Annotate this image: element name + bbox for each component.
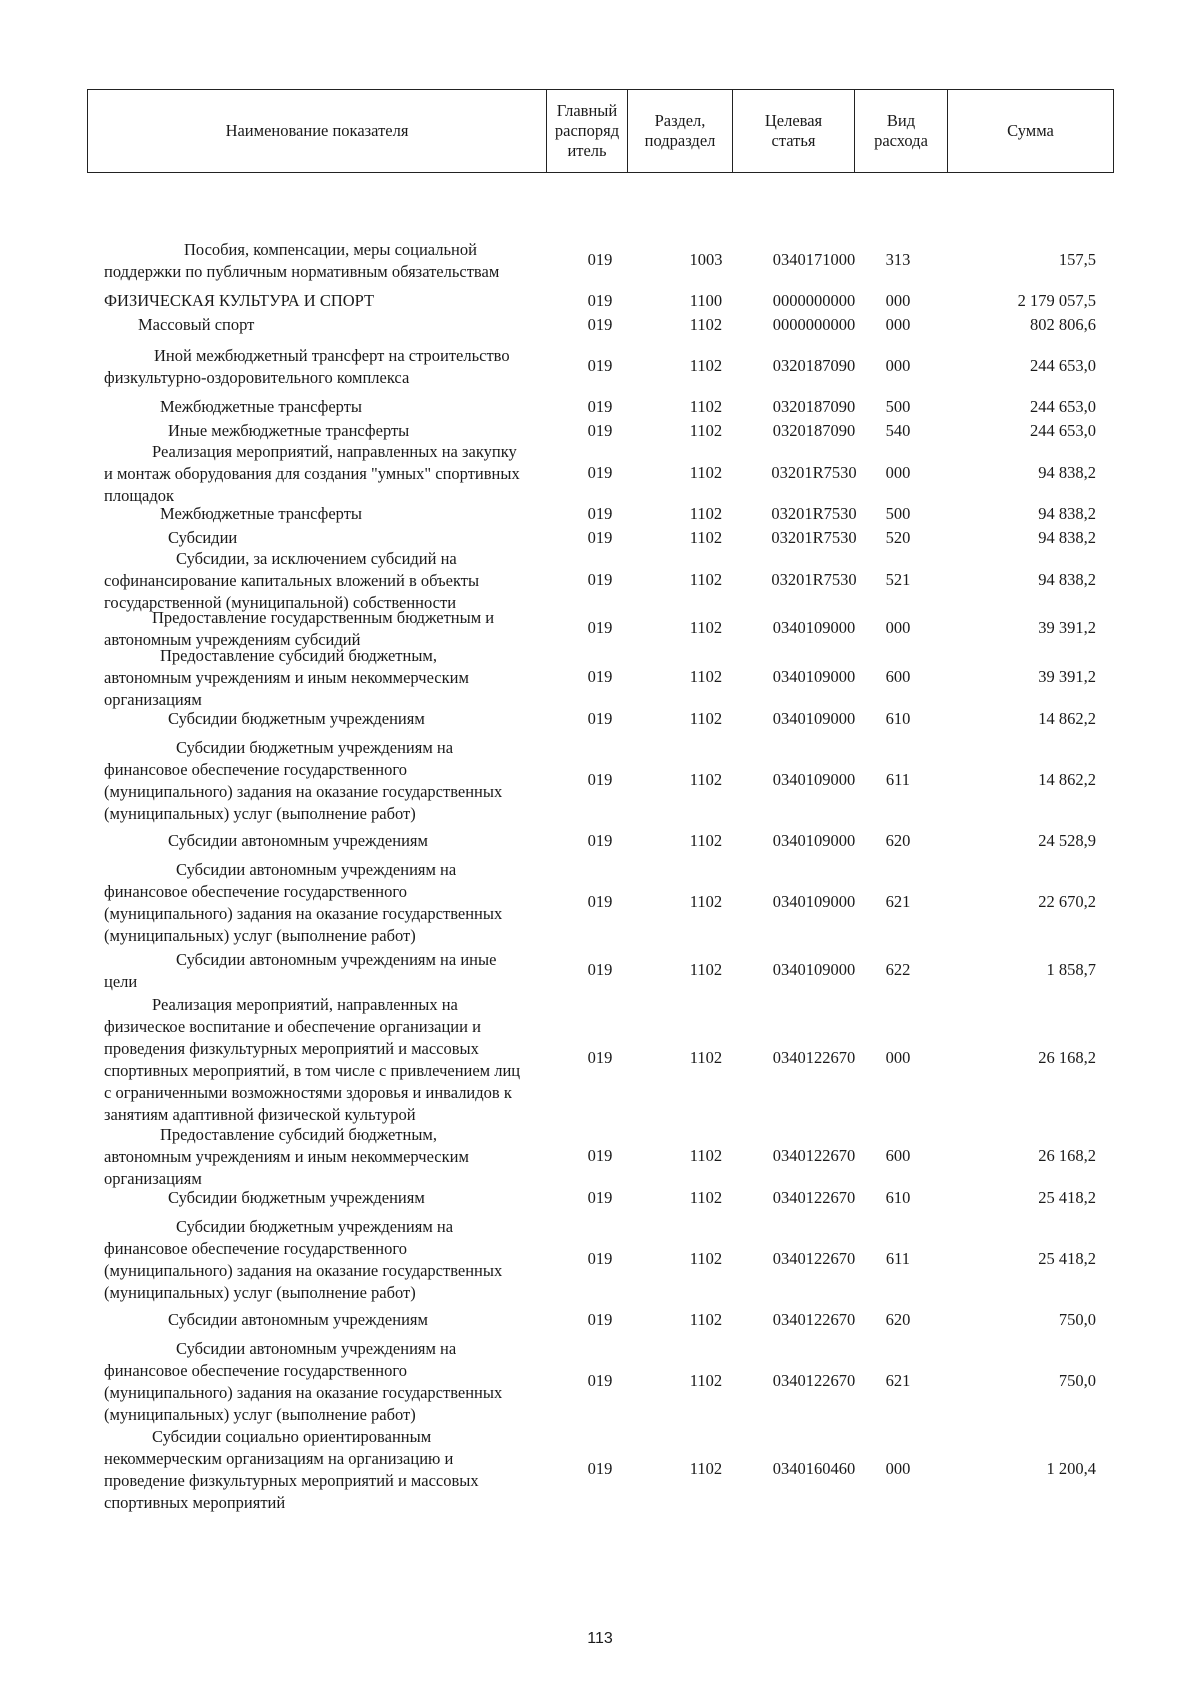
- row-name: [104, 527, 544, 549]
- cell-main-manager: 019: [587, 570, 613, 589]
- cell-section: 1102: [689, 1249, 723, 1268]
- cell-section: 1102: [689, 463, 723, 482]
- cell-sum: 1 200,4: [1046, 1459, 1096, 1478]
- cell-sum: 1 858,7: [1046, 960, 1096, 979]
- row-name: [104, 290, 544, 312]
- cell-main-manager: 019: [587, 1371, 613, 1390]
- cell-section: 1102: [689, 1310, 723, 1329]
- cell-main-manager: 019: [587, 315, 613, 334]
- cell-sum: 14 862,2: [1038, 770, 1096, 789]
- row-name-line: цели: [104, 971, 138, 991]
- cell-sum: 750,0: [1058, 1310, 1096, 1329]
- cell-target-article: 0340109000: [772, 960, 856, 979]
- table-row: [87, 994, 1113, 1123]
- cell-section: 1102: [689, 892, 723, 911]
- cell-main-manager: 019: [587, 1146, 613, 1165]
- row-name: [104, 420, 544, 442]
- cell-expense-kind: 313: [885, 250, 911, 269]
- cell-section: 1102: [689, 356, 723, 375]
- header-expense-kind: Вид расхода: [855, 90, 948, 173]
- table-row: [87, 949, 1113, 992]
- cell-expense-kind: 521: [885, 570, 911, 589]
- row-name-line: физкультурно-оздоровительного комплекса: [104, 367, 410, 387]
- cell-expense-kind: 000: [885, 1048, 911, 1067]
- cell-target-article: 0340109000: [772, 831, 856, 850]
- cell-target-article: 0340122670: [772, 1310, 856, 1329]
- cell-target-article: 0340122670: [772, 1048, 856, 1067]
- row-name-line: Субсидии бюджетным учреждениям: [168, 709, 425, 728]
- row-name-line: Межбюджетные трансферты: [160, 504, 363, 523]
- cell-section: 1102: [689, 1459, 723, 1478]
- table-row: [87, 830, 1113, 852]
- row-name-line: спортивных мероприятий: [104, 1493, 286, 1512]
- table-row: [87, 314, 1113, 336]
- table-row: [87, 396, 1113, 418]
- row-name-line: Субсидии, за исключением субсидий на: [176, 548, 457, 568]
- cell-expense-kind: 500: [885, 397, 911, 416]
- cell-sum: 39 391,2: [1038, 618, 1096, 637]
- cell-main-manager: 019: [587, 960, 613, 979]
- header-name: Наименование показателя: [88, 90, 547, 173]
- cell-target-article: 0340109000: [772, 618, 856, 637]
- cell-section: 1102: [689, 570, 723, 589]
- header-section: Раздел, подраздел: [628, 90, 733, 173]
- cell-main-manager: 019: [587, 709, 613, 728]
- table-row: [87, 239, 1113, 282]
- cell-section: 1102: [689, 709, 723, 728]
- cell-sum: 25 418,2: [1038, 1188, 1096, 1207]
- row-name-line: финансовое обеспечение государственного: [104, 1361, 407, 1380]
- row-name-line: Субсидии автономным учреждениям на иные: [176, 949, 497, 969]
- row-name-line: Массовый спорт: [138, 315, 255, 334]
- cell-target-article: 0320187090: [772, 421, 856, 440]
- cell-section: 1003: [689, 250, 723, 269]
- table-row: [87, 1124, 1113, 1189]
- header-target-article: Целевая статья: [733, 90, 855, 173]
- table-row: [87, 1426, 1113, 1512]
- header-sum: Сумма: [948, 90, 1114, 173]
- row-name-line: Субсидии автономным учреждениям на: [176, 860, 457, 879]
- cell-expense-kind: 520: [885, 528, 911, 547]
- row-name: [104, 239, 544, 283]
- row-name-line: (муниципального) задания на оказание государственных: [104, 782, 503, 801]
- row-name-line: автономным учреждениям и иным некоммерческим: [104, 667, 469, 687]
- row-name: [104, 1309, 544, 1331]
- cell-target-article: 0340109000: [772, 667, 856, 686]
- row-name-line: (муниципальных) услуг (выполнение работ): [104, 926, 416, 945]
- row-name: [104, 503, 544, 525]
- cell-expense-kind: 600: [885, 667, 911, 686]
- cell-sum: 39 391,2: [1038, 667, 1096, 686]
- row-name-line: Субсидии бюджетным учреждениям на: [176, 1217, 454, 1236]
- cell-sum: 94 838,2: [1038, 463, 1096, 482]
- table-row: [87, 548, 1113, 613]
- cell-sum: 94 838,2: [1038, 504, 1096, 523]
- cell-section: 1102: [689, 667, 723, 686]
- table-row: [87, 503, 1113, 525]
- cell-expense-kind: 611: [885, 1249, 911, 1268]
- cell-expense-kind: 611: [885, 770, 911, 789]
- cell-target-article: 0340171000: [772, 250, 856, 269]
- cell-expense-kind: 600: [885, 1146, 911, 1165]
- row-name-line: государственной (муниципальной) собственности: [104, 592, 457, 612]
- row-name: [104, 994, 544, 1126]
- row-name-line: (муниципального) задания на оказание государственных: [104, 1383, 503, 1402]
- cell-section: 1102: [689, 315, 723, 334]
- row-name-line: Субсидии автономным учреждениям: [168, 831, 428, 850]
- cell-main-manager: 019: [587, 1249, 613, 1268]
- header-main-manager: Главный распоряд итель: [547, 90, 628, 173]
- row-name: [104, 737, 544, 825]
- cell-sum: 244 653,0: [1030, 397, 1096, 416]
- cell-sum: 802 806,6: [1030, 315, 1096, 334]
- table-row: [87, 737, 1113, 823]
- cell-main-manager: 019: [587, 770, 613, 789]
- cell-expense-kind: 000: [885, 463, 911, 482]
- cell-target-article: 0320187090: [772, 397, 856, 416]
- row-name: [104, 708, 544, 730]
- cell-sum: 14 862,2: [1038, 709, 1096, 728]
- row-name: [104, 1124, 544, 1190]
- row-name-line: площадок: [104, 485, 175, 505]
- row-name-line: Предоставление государственным бюджетным и: [152, 607, 495, 627]
- cell-expense-kind: 622: [885, 960, 911, 979]
- cell-main-manager: 019: [587, 397, 613, 416]
- row-name-line: некоммерческим организациям на организацию и: [104, 1449, 454, 1468]
- row-name-line: софинансирование капитальных вложений в объекты: [104, 570, 480, 590]
- cell-main-manager: 019: [587, 528, 613, 547]
- row-name: [104, 1426, 544, 1514]
- cell-section: 1102: [689, 397, 723, 416]
- table-row: [87, 441, 1113, 506]
- row-name: [104, 830, 544, 852]
- row-name-line: поддержки по публичным нормативным обязательствам: [104, 261, 500, 281]
- cell-expense-kind: 500: [885, 504, 911, 523]
- row-name-line: Реализация мероприятий, направленных на закупку: [152, 441, 517, 461]
- row-name-line: Реализация мероприятий, направленных на: [152, 994, 458, 1014]
- row-name-line: Субсидии: [168, 528, 238, 547]
- cell-main-manager: 019: [587, 892, 613, 911]
- cell-sum: 24 528,9: [1038, 831, 1096, 850]
- row-name: [104, 1187, 544, 1209]
- cell-expense-kind: 621: [885, 892, 911, 911]
- row-name-line: Иные межбюджетные трансферты: [168, 421, 410, 440]
- cell-expense-kind: 620: [885, 831, 911, 850]
- cell-sum: 244 653,0: [1030, 421, 1096, 440]
- row-name-line: финансовое обеспечение государственного: [104, 760, 407, 779]
- table-row: [87, 1187, 1113, 1209]
- cell-section: 1102: [689, 1048, 723, 1067]
- row-name-line: физическое воспитание и обеспечение организации и: [104, 1016, 481, 1036]
- cell-section: 1102: [689, 1146, 723, 1165]
- table-header: [87, 89, 1114, 173]
- table-row: [87, 859, 1113, 945]
- cell-main-manager: 019: [587, 421, 613, 440]
- table-row: [87, 1338, 1113, 1424]
- row-name-line: Субсидии бюджетным учреждениям: [168, 1188, 425, 1207]
- cell-sum: 26 168,2: [1038, 1048, 1096, 1067]
- cell-main-manager: 019: [587, 1188, 613, 1207]
- table-row: [87, 345, 1113, 388]
- row-name: [104, 396, 544, 418]
- cell-expense-kind: 000: [885, 291, 911, 310]
- row-name-line: автономным учреждениям субсидий: [104, 629, 361, 649]
- row-name: [104, 548, 544, 614]
- cell-expense-kind: 000: [885, 1459, 911, 1478]
- row-name-line: финансовое обеспечение государственного: [104, 882, 407, 901]
- cell-main-manager: 019: [587, 831, 613, 850]
- cell-target-article: 0340122670: [772, 1188, 856, 1207]
- table-row: [87, 607, 1113, 650]
- cell-target-article: 0000000000: [772, 291, 856, 310]
- cell-main-manager: 019: [587, 291, 613, 310]
- cell-target-article: 0340109000: [772, 709, 856, 728]
- row-name: [104, 1216, 544, 1304]
- cell-target-article: 03201R7530: [771, 463, 857, 482]
- table-row: [87, 1309, 1113, 1331]
- cell-main-manager: 019: [587, 250, 613, 269]
- row-name-line: финансовое обеспечение государственного: [104, 1239, 407, 1258]
- cell-target-article: 0340109000: [772, 770, 856, 789]
- row-name-line: Предоставление субсидий бюджетным,: [160, 1124, 437, 1144]
- cell-section: 1102: [689, 528, 723, 547]
- row-name-line: занятиям адаптивной физической культурой: [104, 1104, 416, 1124]
- row-name-line: и монтаж оборудования для создания "умных" спортивных: [104, 463, 520, 483]
- cell-sum: 26 168,2: [1038, 1146, 1096, 1165]
- cell-target-article: 0340109000: [772, 892, 856, 911]
- row-name-line: Субсидии социально ориентированным: [152, 1427, 432, 1446]
- row-name-line: Иной межбюджетный трансферт на строительство: [154, 345, 510, 365]
- row-name: [104, 859, 544, 947]
- cell-section: 1100: [689, 291, 723, 310]
- cell-main-manager: 019: [587, 1310, 613, 1329]
- row-name-line: Предоставление субсидий бюджетным,: [160, 645, 437, 665]
- cell-target-article: 03201R7530: [771, 504, 857, 523]
- cell-main-manager: 019: [587, 618, 613, 637]
- row-name-line: Субсидии бюджетным учреждениям на: [176, 738, 454, 757]
- row-name-line: спортивных мероприятий, в том числе с привлечением лиц: [104, 1060, 521, 1080]
- cell-expense-kind: 620: [885, 1310, 911, 1329]
- cell-target-article: 0340122670: [772, 1249, 856, 1268]
- cell-sum: 157,5: [1058, 250, 1096, 269]
- table-row: [87, 527, 1113, 549]
- row-name-line: (муниципального) задания на оказание государственных: [104, 904, 503, 923]
- cell-section: 1102: [689, 831, 723, 850]
- row-name-line: Пособия, компенсации, меры социальной: [184, 239, 477, 259]
- row-name-line: (муниципальных) услуг (выполнение работ): [104, 1405, 416, 1424]
- row-name-line: Межбюджетные трансферты: [160, 397, 363, 416]
- cell-expense-kind: 540: [885, 421, 911, 440]
- cell-target-article: 0340122670: [772, 1371, 856, 1390]
- row-name-line: (муниципальных) услуг (выполнение работ): [104, 804, 416, 823]
- row-name-line: проведения физкультурных мероприятий и массовых: [104, 1038, 479, 1058]
- row-name: [104, 1338, 544, 1426]
- row-name: [104, 441, 544, 507]
- cell-target-article: 0340122670: [772, 1146, 856, 1165]
- row-name-line: проведение физкультурных мероприятий и массовых: [104, 1471, 479, 1490]
- row-name: [104, 949, 544, 993]
- cell-section: 1102: [689, 504, 723, 523]
- cell-main-manager: 019: [587, 1459, 613, 1478]
- cell-target-article: 0340160460: [772, 1459, 856, 1478]
- table-row: [87, 708, 1113, 730]
- cell-sum: 22 670,2: [1038, 892, 1096, 911]
- cell-main-manager: 019: [587, 1048, 613, 1067]
- table-row: [87, 420, 1113, 442]
- cell-target-article: 03201R7530: [771, 528, 857, 547]
- row-name-line: Субсидии автономным учреждениям: [168, 1310, 428, 1329]
- page-number: 113: [587, 1630, 613, 1647]
- cell-expense-kind: 000: [885, 618, 911, 637]
- row-name-line: ФИЗИЧЕСКАЯ КУЛЬТУРА И СПОРТ: [104, 291, 375, 310]
- cell-target-article: 03201R7530: [771, 570, 857, 589]
- cell-sum: 750,0: [1058, 1371, 1096, 1390]
- document-page: [87, 89, 1113, 1512]
- cell-expense-kind: 621: [885, 1371, 911, 1390]
- row-name-line: организациям: [104, 689, 202, 709]
- cell-main-manager: 019: [587, 463, 613, 482]
- row-name-line: автономным учреждениям и иным некоммерческим: [104, 1146, 469, 1166]
- cell-sum: 2 179 057,5: [1017, 291, 1096, 310]
- cell-main-manager: 019: [587, 667, 613, 686]
- cell-section: 1102: [689, 421, 723, 440]
- cell-main-manager: 019: [587, 356, 613, 375]
- row-name: [104, 314, 544, 336]
- cell-section: 1102: [689, 1371, 723, 1390]
- table-row: [87, 645, 1113, 710]
- row-name-line: (муниципальных) услуг (выполнение работ): [104, 1283, 416, 1302]
- row-name-line: организациям: [104, 1168, 202, 1188]
- cell-expense-kind: 610: [885, 709, 911, 728]
- cell-sum: 25 418,2: [1038, 1249, 1096, 1268]
- cell-section: 1102: [689, 618, 723, 637]
- row-name: [104, 345, 544, 389]
- cell-expense-kind: 000: [885, 356, 911, 375]
- cell-section: 1102: [689, 960, 723, 979]
- cell-sum: 94 838,2: [1038, 570, 1096, 589]
- cell-target-article: 0000000000: [772, 315, 856, 334]
- row-name-line: Субсидии автономным учреждениям на: [176, 1339, 457, 1358]
- cell-target-article: 0320187090: [772, 356, 856, 375]
- cell-expense-kind: 000: [885, 315, 911, 334]
- row-name: [104, 645, 544, 711]
- table-row: [87, 290, 1113, 312]
- cell-expense-kind: 610: [885, 1188, 911, 1207]
- cell-sum: 244 653,0: [1030, 356, 1096, 375]
- cell-section: 1102: [689, 770, 723, 789]
- cell-section: 1102: [689, 1188, 723, 1207]
- row-name-line: с ограниченными возможностями здоровья и инвалидов к: [104, 1082, 512, 1102]
- row-name-line: (муниципального) задания на оказание государственных: [104, 1261, 503, 1280]
- cell-main-manager: 019: [587, 504, 613, 523]
- table-row: [87, 1216, 1113, 1302]
- cell-sum: 94 838,2: [1038, 528, 1096, 547]
